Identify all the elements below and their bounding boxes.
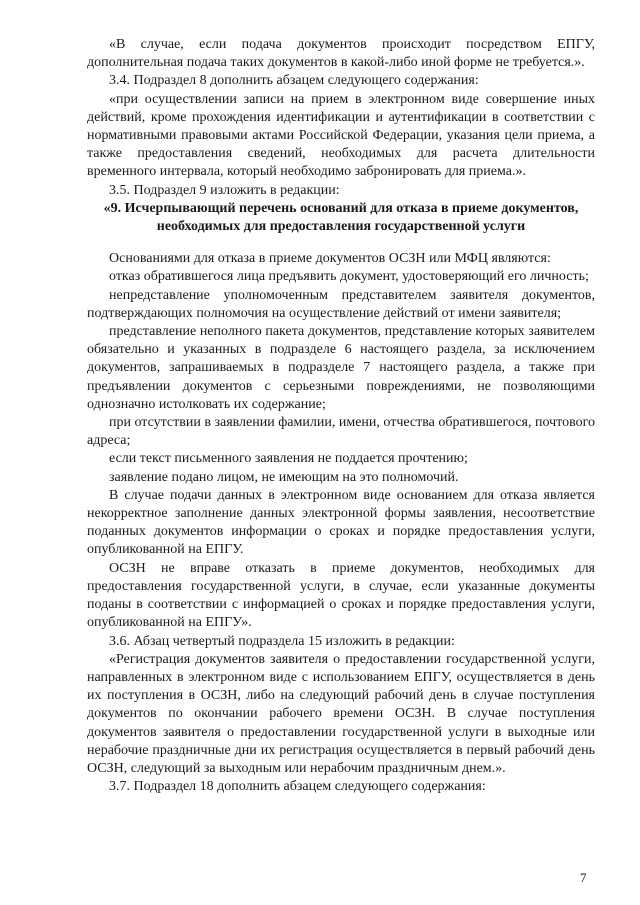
paragraph-refusal-grounds: Основаниями для отказа в приеме документов ОСЗН или МФЦ являются: (109, 251, 551, 267)
document-page (87, 36, 595, 796)
paragraph-refusal-missing-name: при отсутствии в заявлении фамилии, имени, отчества обратившегося, почтового адреса; (87, 415, 595, 449)
paragraph-epgu-submission: «В случае, если подача документов происходит посредством ЕПГУ, дополнительная подача таких документов в какой-либо иной форме не требуется.». (87, 37, 595, 71)
section-heading-9: «9. Исчерпывающий перечень оснований для отказа в приеме документов, необходимых для предоставления государственной услуги (103, 200, 579, 235)
paragraph-refusal-incomplete: представление неполного пакета документов, представление которых заявителем обязательно и указанных в подразделе 6 настоящего раздела, за исключением документов, запрашиваемых в подразделе 7 настоящего раздела, а также при предъявлении документов с серьезными повреждениями, не позволяющими однозначно истолковать их содержание; (87, 324, 595, 412)
paragraph-registration: «Регистрация документов заявителя о предоставлении государственной услуги, направленных в электронном виде с использованием ЕПГУ, осуществляется в день их поступления в ОСЗН, либо на следующий рабочий день в случае поступления документов по окончании рабочего времени ОСЗН. В случае поступления документов заявителя о предоставлении государственной услуги в выходные или нерабочие праздничные дни их регистрация осуществляется в первый рабочий день ОСЗН, следующий за выходным или нерабочим праздничным днем.». (87, 651, 595, 776)
spacer (87, 236, 595, 250)
paragraph-refusal-illegible: если текст письменного заявления не поддается прочтению; (109, 451, 468, 467)
paragraph-3-5: 3.5. Подраздел 9 изложить в редакции: (109, 182, 340, 198)
paragraph-electronic-refusal: В случае подачи данных в электронном виде основанием для отказа является некорректное заполнение данных электронной формы заявления, несоответствие поданных документов информации о сроках и порядке предоставления услуги, опубликованной на ЕПГУ. (87, 487, 595, 558)
paragraph-refusal-authority: непредставление уполномоченным представителем заявителя документов, подтверждающих полномочия на осуществление действий от имени заявителя; (87, 287, 595, 321)
page-number: 7 (580, 870, 587, 885)
paragraph-3-7: 3.7. Подраздел 18 дополнить абзацем следующего содержания: (109, 779, 486, 795)
paragraph-oszn-cannot-refuse: ОСЗН не вправе отказать в приеме документов, необходимых для предоставления государственной услуги, в случае, если указанные документы поданы в соответствии с информацией о сроках и порядке предоставления услуги, опубликованной на ЕПГУ». (87, 560, 595, 631)
paragraph-3-6: 3.6. Абзац четвертый подраздела 15 изложить в редакции: (109, 633, 455, 649)
paragraph-refusal-no-powers: заявление подано лицом, не имеющим на это полномочий. (109, 469, 459, 485)
paragraph-online-appointment: «при осуществлении записи на прием в электронном виде совершение иных действий, кроме прохождения идентификации и аутентификации в соответствии с нормативными правовыми актами Российской Федерации, указания цели приема, а также предоставления сведений, необходимых для расчета длительности временного интервала, который необходимо забронировать для приема.». (87, 91, 595, 180)
paragraph-3-4: 3.4. Подраздел 8 дополнить абзацем следующего содержания: (109, 73, 479, 89)
paragraph-refusal-id: отказ обратившегося лица предъявить документ, удостоверяющий его личность; (109, 269, 589, 285)
